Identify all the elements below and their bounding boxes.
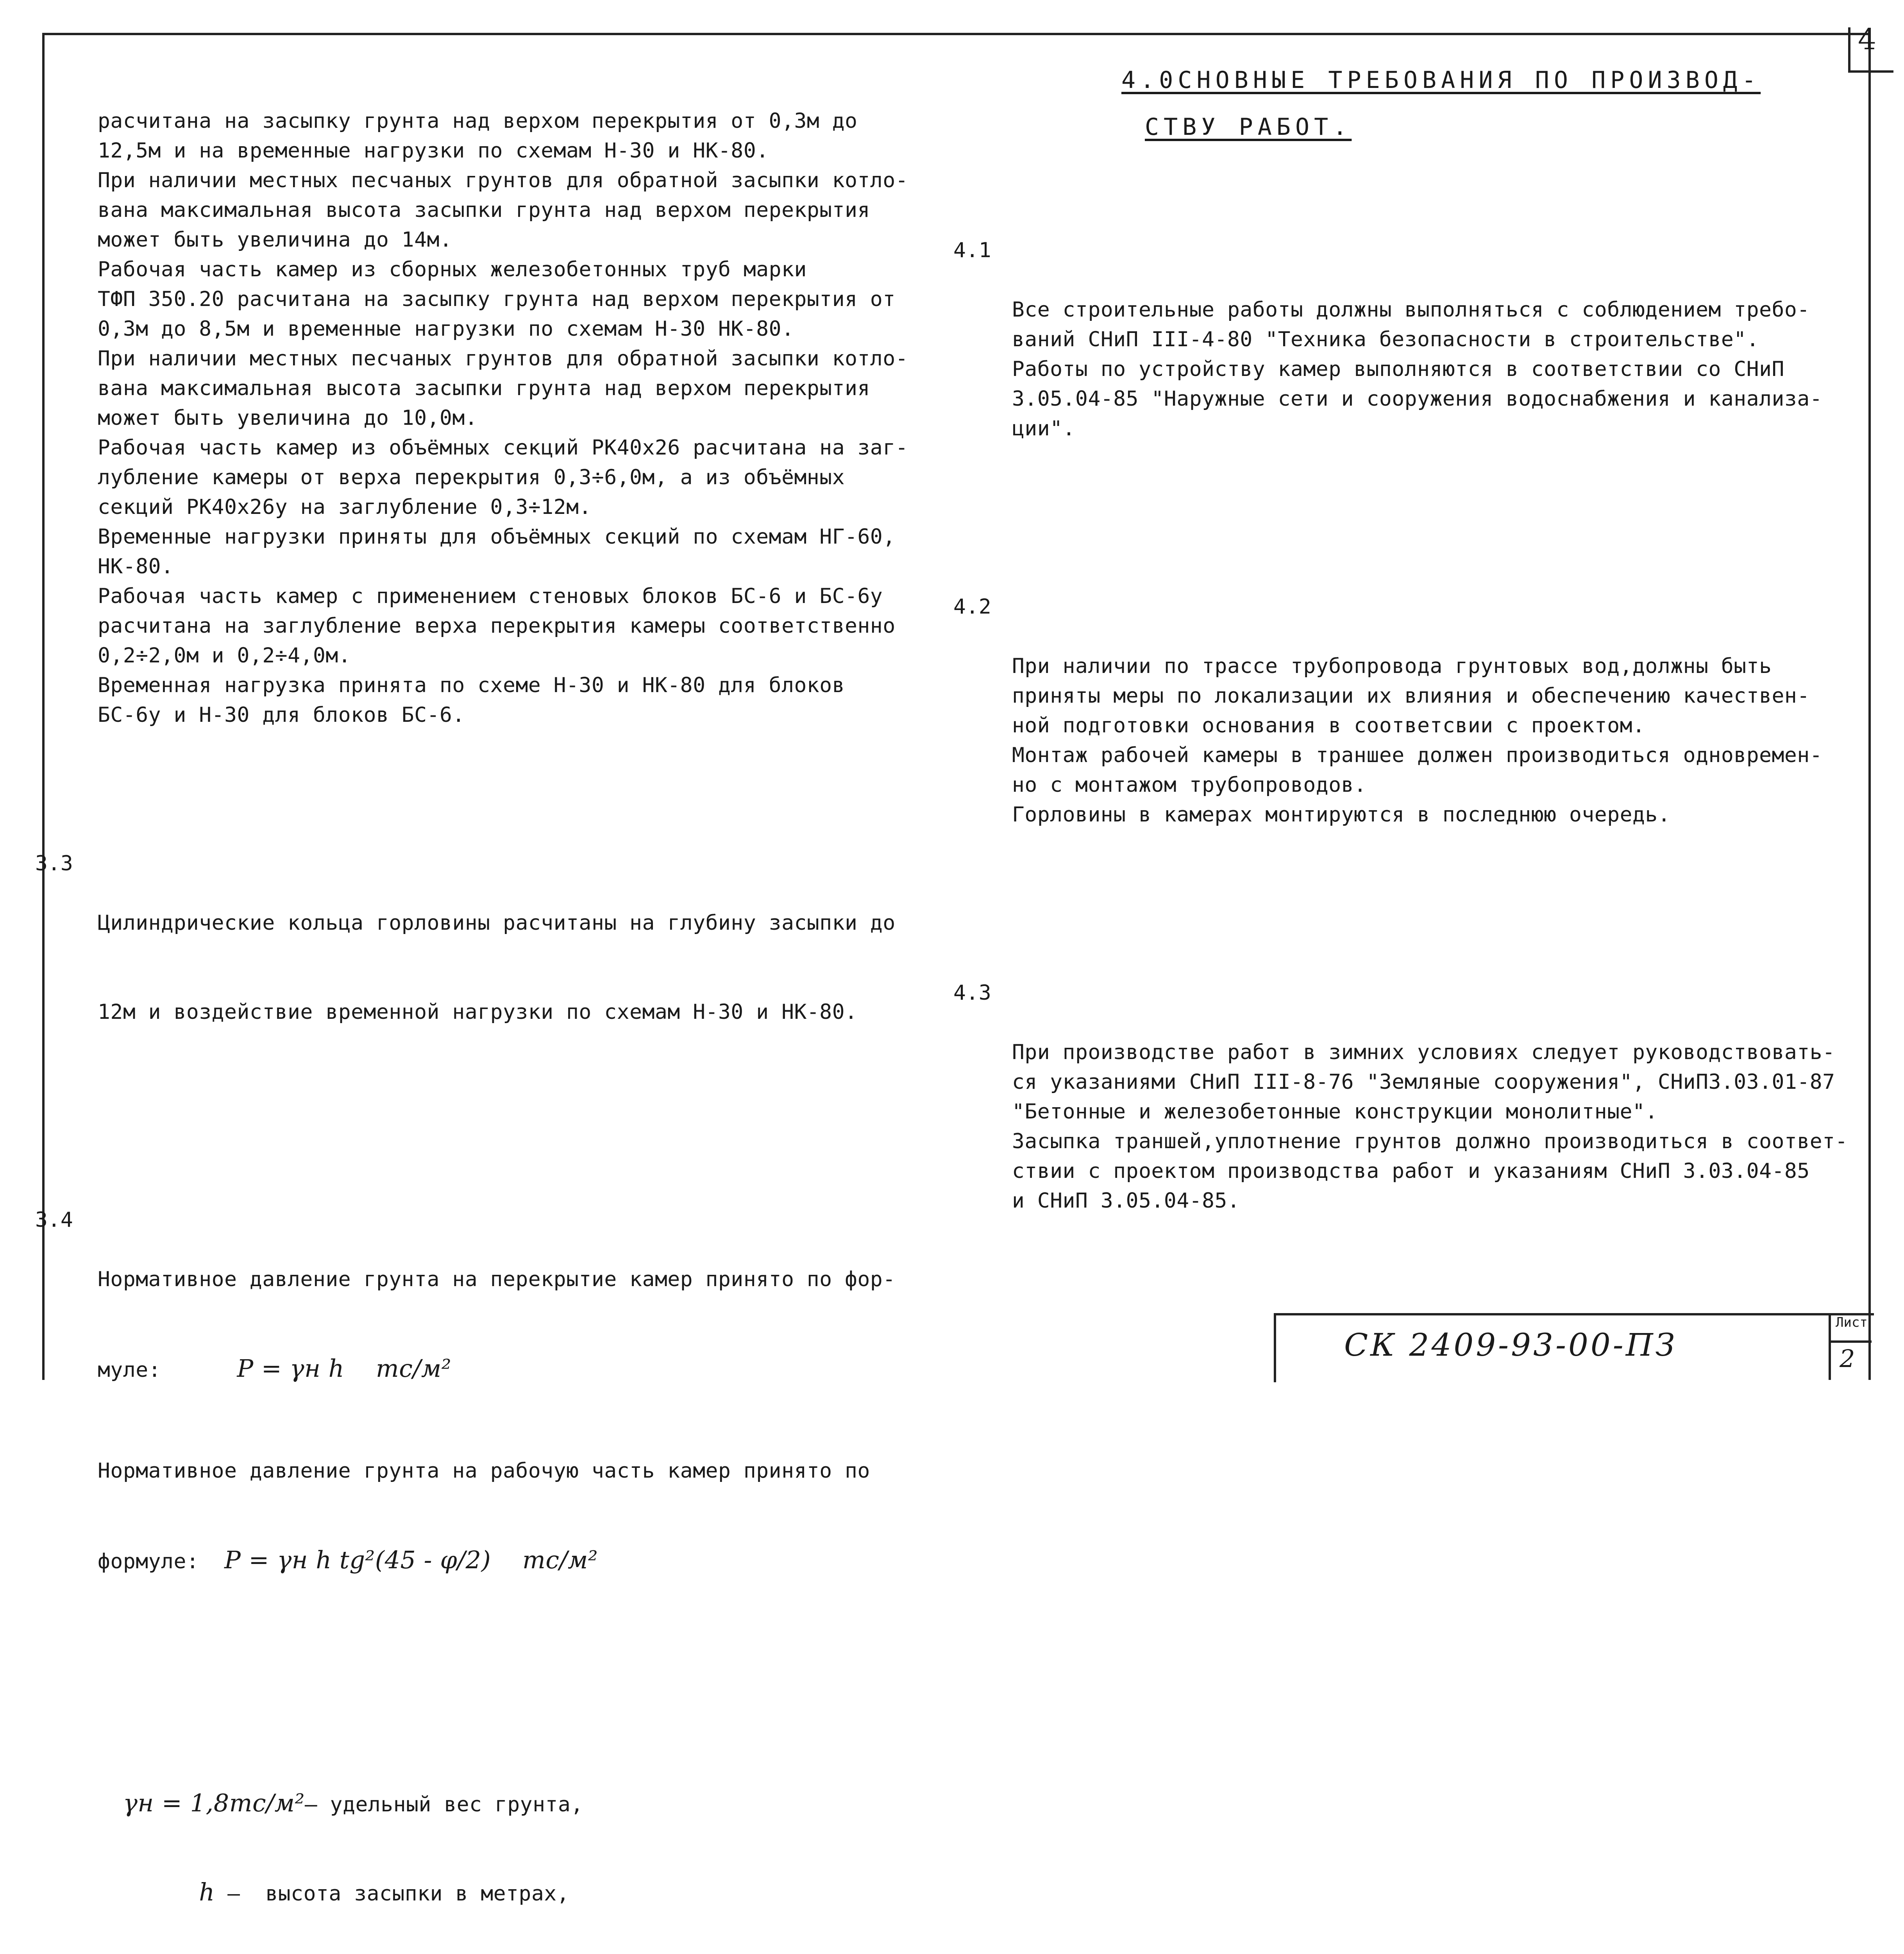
right-column <box>953 147 1856 1305</box>
text-line: ствии с проектом производства работ и указаниям СНиП 3.03.04-85 <box>1012 1159 1810 1183</box>
item-lines <box>1012 1038 1856 1216</box>
section-heading: 4.0СНОВНЫЕ ТРЕБОВАНИЯ ПО ПРОИЗВОД- <box>1121 66 1761 94</box>
text-line: Временная нагрузка принята по схеме Н-30 и НК-80 для блоков <box>98 673 845 697</box>
frame-top-border <box>42 33 1871 35</box>
text-line: Временные нагрузки приняты для объёмных секций по схемам НГ-60, <box>98 525 896 549</box>
text-line: ТФП 350.20 расчитана на засыпку грунта над верхом перекрытия от <box>98 287 896 311</box>
definitions-list <box>98 1729 949 1954</box>
text-line: ся указаниями СНиП III-8-76 "Земляные сооружения", СНиП3.03.01-87 <box>1012 1070 1835 1094</box>
text-line: Все строительные работы должны выполняться с соблюдением требо- <box>1012 298 1810 322</box>
definition-symbol: γн = 1,8тс/м² <box>123 1789 305 1817</box>
text-line: Нормативное давление грунта на рабочую часть камер принято по <box>98 1459 870 1483</box>
text-line: расчитана на заглубление верха перекрытия камеры соответственно <box>98 614 896 638</box>
item-4-3 <box>953 948 1856 1275</box>
text-line: секций РК40х26у на заглубление 0,3÷12м. <box>98 495 592 519</box>
text-line: Цилиндрические кольца горловины расчитаны на глубину засыпки до <box>98 911 896 935</box>
item-number: 4.2 <box>953 595 992 619</box>
left-paragraphs <box>98 106 949 730</box>
item-3-4 <box>35 1176 949 1640</box>
text-line: ной подготовки основания в соответсвии с проектом. <box>1012 714 1645 737</box>
text-line: "Бетонные и железобетонные конструкции монолитные". <box>1012 1100 1658 1124</box>
text-line: НК-80. <box>98 555 174 578</box>
item-4-1 <box>953 206 1856 503</box>
sheet-cell-divider <box>1829 1340 1872 1343</box>
text-line: 12м и воздействие временной нагрузки по схемам Н-30 и НК-80. <box>98 1000 858 1024</box>
text-line: При наличии местных песчаных грунтов для обратной засыпки котло- <box>98 347 908 370</box>
frame-left-border <box>42 33 45 1380</box>
formula-lateral-pressure: P = γн h tg²(45 - φ/2) тс/м² <box>224 1546 598 1574</box>
item-number: 3.4 <box>35 1208 73 1232</box>
text-line: ваний СНиП III-4-80 "Техника безопасности в строительстве". <box>1012 327 1759 351</box>
text-line: Нормативное давление грунта на перекрытие камер принято по фор- <box>98 1267 896 1291</box>
text-line: Работы по устройству камер выполняются в соответствии со СНиП <box>1012 357 1784 381</box>
text-line: может быть увеличина до 14м. <box>98 228 452 252</box>
text-line: и СНиП 3.05.04-85. <box>1012 1189 1240 1213</box>
formula-label: муле: <box>98 1358 161 1382</box>
document-code: СК 2409-93-00-ПЗ <box>1344 1327 1677 1363</box>
text-line: При наличии местных песчаных грунтов для обратной засыпки котло- <box>98 168 908 192</box>
frame-right-border <box>1868 33 1871 1380</box>
text-line: 0,2÷2,0м и 0,2÷4,0м. <box>98 644 351 667</box>
text-line: вана максимальная высота засыпки грунта над верхом перекрытия <box>98 198 870 222</box>
text-line: Рабочая часть камер с применением стеновых блоков БС-6 и БС-6у <box>98 584 883 608</box>
text-line: Монтаж рабочей камеры в траншее должен производиться одновремен- <box>1012 743 1823 767</box>
text-line: расчитана на засыпку грунта над верхом перекрытия от 0,3м до <box>98 109 858 133</box>
text-line: Рабочая часть камер из объёмных секций РК40х26 расчитана на заг- <box>98 436 908 460</box>
item-number: 4.1 <box>953 238 992 262</box>
text-line: вана максимальная высота засыпки грунта над верхом перекрытия <box>98 376 870 400</box>
text-line: Горловины в камерах монтируются в последнюю очередь. <box>1012 803 1671 827</box>
text-line: 3.05.04-85 "Наружные сети и сооружения водоснабжения и канализа- <box>1012 387 1823 411</box>
section-heading-cont: СТВУ РАБОТ. <box>1145 113 1352 141</box>
page-number: 4 <box>1858 23 1877 56</box>
item-lines <box>1012 295 1856 444</box>
text-line: БС-6у и Н-30 для блоков БС-6. <box>98 703 465 727</box>
text-line: может быть увеличина до 10,0м. <box>98 406 478 430</box>
text-line: ции". <box>1012 417 1076 440</box>
sheet-number: 2 <box>1840 1344 1855 1373</box>
text-line: Засыпка траншей,уплотнение грунтов должно производиться в соответ- <box>1012 1129 1848 1153</box>
item-4-2 <box>953 562 1856 889</box>
item-number: 3.3 <box>35 852 73 875</box>
sheet-label: Лист <box>1836 1315 1868 1330</box>
item-3-3 <box>35 819 949 1086</box>
text-line: 0,3м до 8,5м и временные нагрузки по схемам Н-30 НК-80. <box>98 317 794 341</box>
text-line: лубление камеры от верха перекрытия 0,3÷6,0м, а из объёмных <box>98 465 845 489</box>
formula-label: формуле: <box>98 1550 199 1573</box>
text-line: При производстве работ в зимних условиях следует руководствовать- <box>1012 1040 1835 1064</box>
definition-text: – высота засыпки в метрах, <box>227 1882 570 1906</box>
definition-symbol: h <box>199 1878 215 1906</box>
text-line: Рабочая часть камер из сборных железобетонных труб марки <box>98 258 807 281</box>
formula-soil-pressure: P = γн h тс/м² <box>237 1354 452 1383</box>
text-line: При наличии по трассе трубопровода грунтовых вод,должны быть <box>1012 654 1772 678</box>
item-number: 4.3 <box>953 981 992 1005</box>
definition-line <box>98 1788 949 1818</box>
item-lines <box>1012 651 1856 830</box>
text-line: приняты меры по локализации их влияния и обеспечению качествен- <box>1012 684 1810 708</box>
text-line: но с монтажом трубопроводов. <box>1012 773 1367 797</box>
definition-line <box>98 1877 949 1907</box>
left-column <box>35 47 949 1954</box>
text-line: 12,5м и на временные нагрузки по схемам Н-30 и НК-80. <box>98 139 769 163</box>
formula-line-2 <box>98 1545 949 1580</box>
definition-text: – удельный вес грунта, <box>304 1793 583 1816</box>
formula-line-1 <box>98 1354 949 1397</box>
